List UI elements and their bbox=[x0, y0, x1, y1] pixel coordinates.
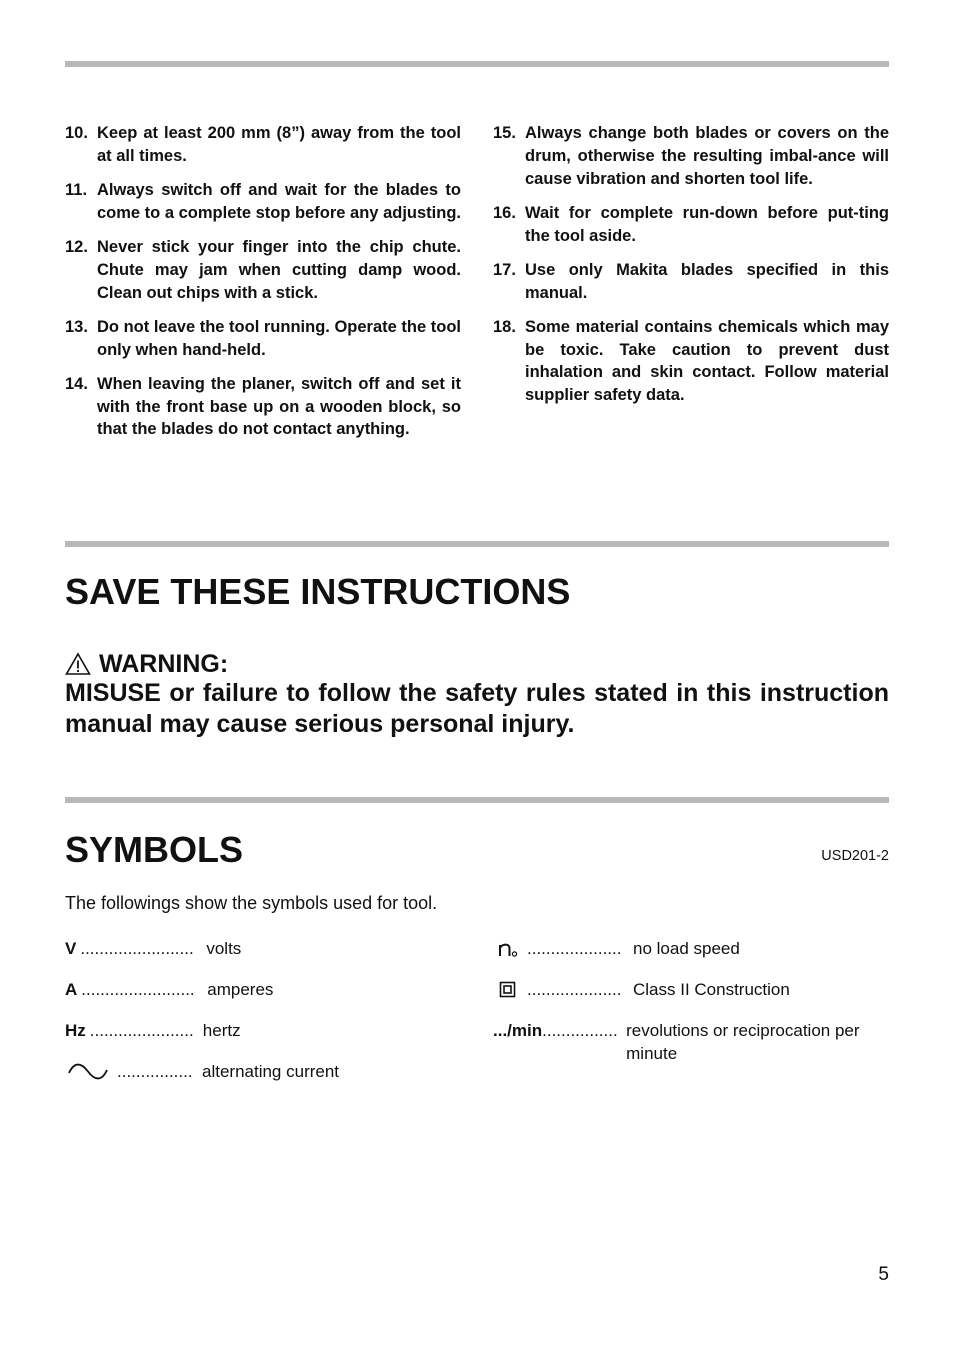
warning-triangle-icon bbox=[65, 652, 91, 676]
warning-label bbox=[65, 649, 228, 679]
document-code: USD201-2 bbox=[821, 848, 889, 864]
list-item: 18. Some material contains chemicals which may be toxic. Take caution to prevent dust inhalation and skin contact. Follow material supplier safety data. bbox=[493, 317, 889, 405]
list-item: 14. When leaving the planer, switch off and set it with the front base up on a wooden block, so that the blades do not contact anything. bbox=[65, 374, 461, 439]
symbol-row-alternating-current: ................ alternating current bbox=[65, 1060, 339, 1083]
safety-rules-right-column bbox=[493, 122, 889, 418]
list-item: 12. Never stick your finger into the chip chute. Chute may jam when cutting damp wood. Clean out chips with a stick. bbox=[65, 237, 461, 302]
warning-title: WARNING: bbox=[99, 650, 229, 678]
save-instructions-heading: SAVE THESE INSTRUCTIONS bbox=[65, 571, 571, 612]
class-ii-construction-icon bbox=[497, 978, 521, 1001]
list-item: 15. Always change both blades or covers on the drum, otherwise the resulting imbal-ance will cause vibration and shorten tool life. bbox=[493, 124, 889, 188]
page-number: 5 bbox=[878, 1264, 889, 1285]
symbol-row-no-load-speed: .................... no load speed bbox=[497, 937, 740, 960]
symbols-heading: SYMBOLS bbox=[65, 829, 244, 870]
symbol-row-hertz: Hz ...................... hertz bbox=[65, 1021, 241, 1040]
symbol-row-per-minute: .../min ................ revolutions or reciprocation per minute bbox=[493, 1021, 860, 1063]
symbol-row-class-ii: .................... Class II Construction bbox=[497, 978, 790, 1001]
list-item: 16. Wait for complete run-down before put-ting the tool aside. bbox=[493, 203, 889, 245]
list-item: 11. Always switch off and wait for the blades to come to a complete stop before any adjusting. bbox=[65, 180, 461, 222]
alternating-current-icon bbox=[65, 1060, 111, 1083]
list-item: 10. Keep at least 200 mm (8”) away from the tool at all times. bbox=[65, 124, 461, 165]
list-item: 13. Do not leave the tool running. Operate the tool only when hand-held. bbox=[65, 317, 461, 359]
section-divider bbox=[65, 541, 889, 547]
list-item: 17. Use only Makita blades specified in this manual. bbox=[493, 260, 889, 302]
no-load-speed-icon bbox=[497, 937, 521, 960]
section-divider bbox=[65, 797, 889, 803]
symbol-row-volts: V ........................ volts bbox=[65, 939, 242, 958]
symbols-intro: The followings show the symbols used for tool. bbox=[65, 893, 438, 913]
symbol-row-amperes: A ........................ amperes bbox=[65, 980, 274, 999]
top-divider bbox=[65, 61, 889, 67]
safety-rules-left-column bbox=[65, 122, 461, 453]
warning-text: MISUSE or failure to follow the safety rules stated in this instruction manual may cause serious personal injury. bbox=[65, 679, 889, 738]
